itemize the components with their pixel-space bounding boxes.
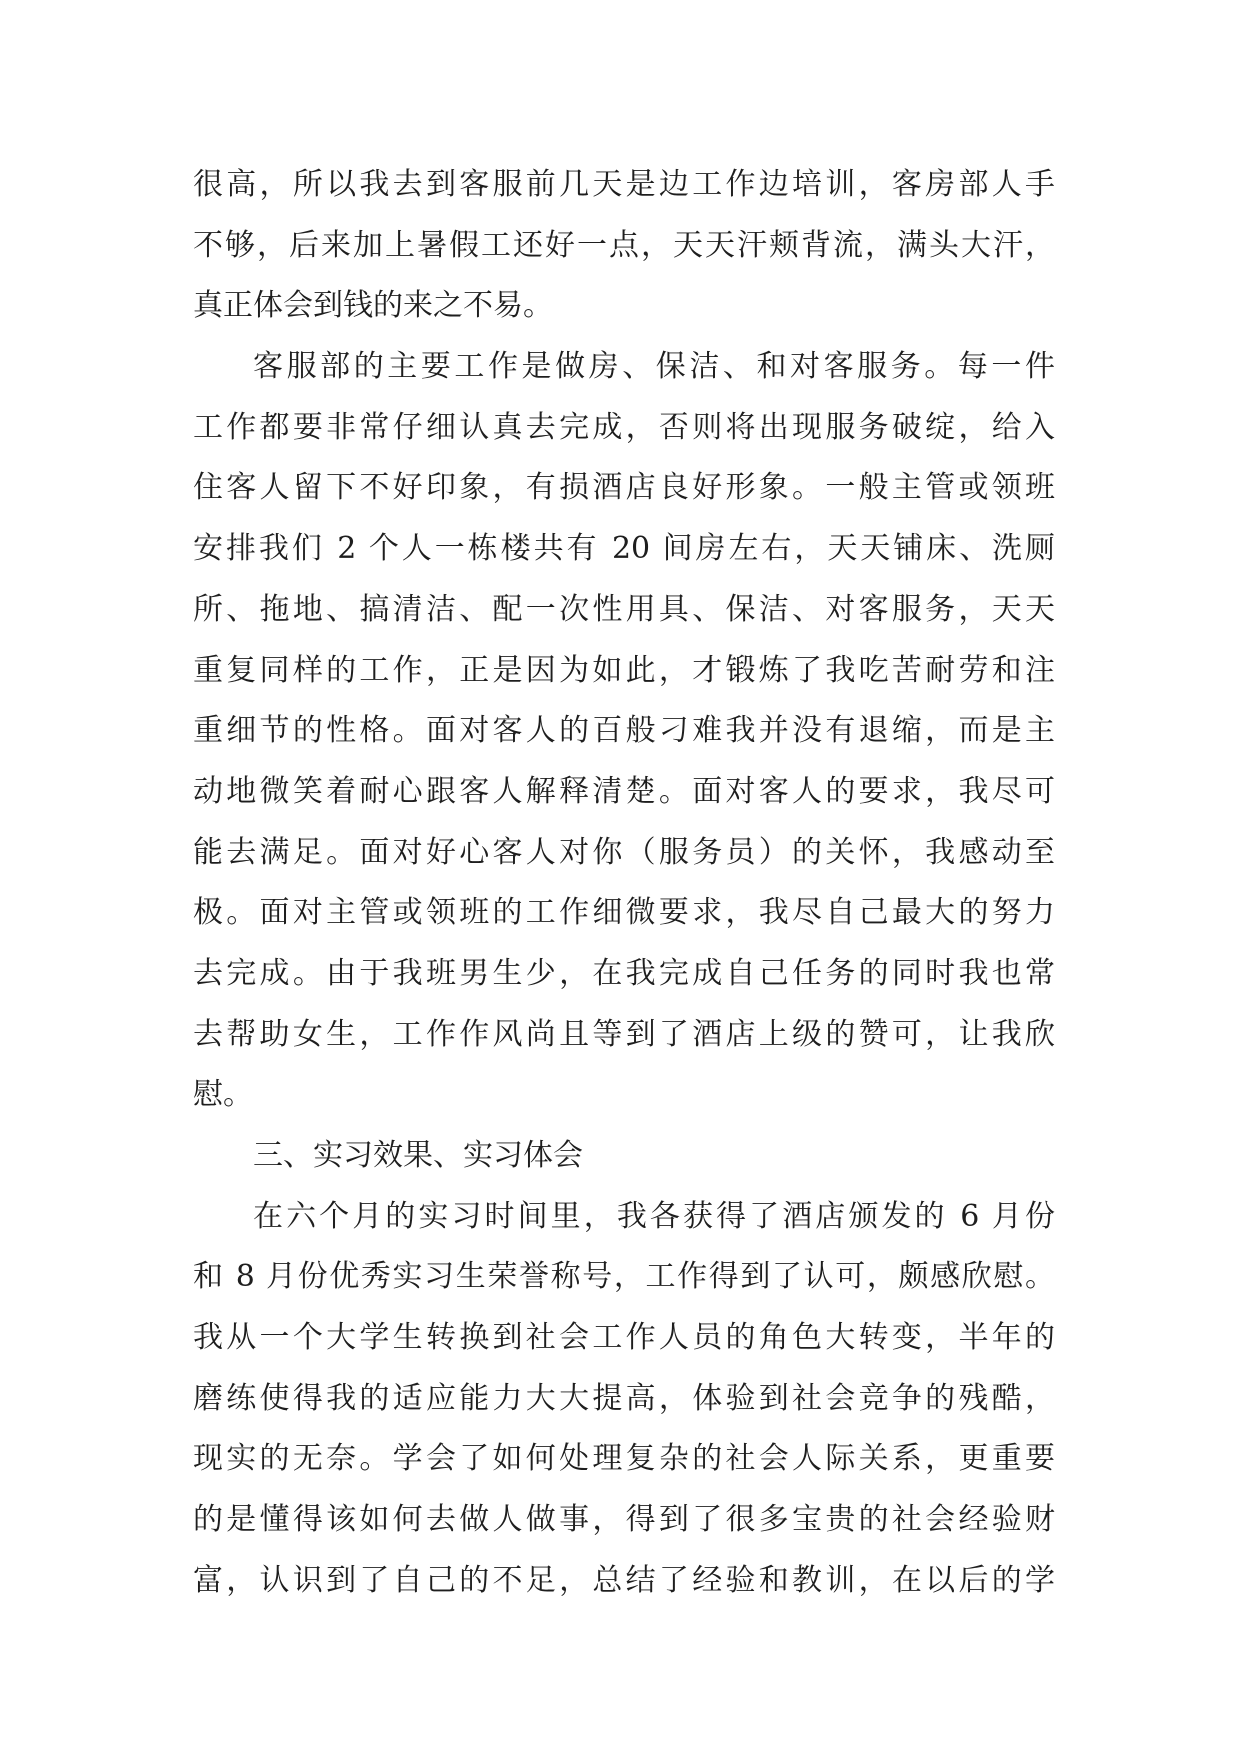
- text-line: 在六个月的实习时间里，我各获得了酒店颁发的 6 月份: [253, 1198, 1055, 1234]
- text-line: 所、拖地、搞清洁、配一次性用具、保洁、对客服务，天天: [193, 591, 1055, 627]
- text-line: 的是懂得该如何去做人做事，得到了很多宝贵的社会经验财: [193, 1502, 1055, 1538]
- text-line: 重细节的性格。面对客人的百般刁难我并没有退缩，而是主: [193, 713, 1055, 749]
- text-line: 极。面对主管或领班的工作细微要求，我尽自己最大的努力: [193, 895, 1055, 931]
- text-line: 安排我们 2 个人一栋楼共有 20 间房左右，天天铺床、洗厕: [193, 531, 1055, 567]
- body-text: [193, 155, 1055, 1612]
- text-line: 客服部的主要工作是做房、保洁、和对客服务。每一件: [253, 349, 1055, 385]
- text-line: 现实的无奈。学会了如何处理复杂的社会人际关系，更重要: [193, 1441, 1055, 1477]
- text-line: 工作都要非常仔细认真去完成，否则将出现服务破绽，给入: [193, 409, 1055, 445]
- section-heading: 三、实习效果、实习体会: [253, 1138, 583, 1173]
- text-line: 去完成。由于我班男生少，在我完成自己任务的同时我也常: [193, 955, 1055, 991]
- text-line: 慰。: [193, 1077, 253, 1113]
- text-line: 磨练使得我的适应能力大大提高，体验到社会竞争的残酷，: [193, 1380, 1055, 1416]
- text-line: 能去满足。面对好心客人对你（服务员）的关怀，我感动至: [193, 834, 1055, 870]
- text-line: 和 8 月份优秀实习生荣誉称号，工作得到了认可，颇感欣慰。: [193, 1259, 1055, 1295]
- text-line: 住客人留下不好印象，有损酒店良好形象。一般主管或领班: [193, 470, 1055, 506]
- text-line: 我从一个大学生转换到社会工作人员的角色大转变，半年的: [193, 1320, 1055, 1356]
- text-line: 去帮助女生，工作作风尚且等到了酒店上级的赞可，让我欣: [193, 1016, 1055, 1052]
- text-line: 富，认识到了自己的不足，总结了经验和教训，在以后的学: [193, 1562, 1055, 1598]
- text-line: 很高，所以我去到客服前几天是边工作边培训，客房部人手: [193, 167, 1055, 202]
- text-line: 动地微笑着耐心跟客人解释清楚。面对客人的要求，我尽可: [193, 773, 1055, 809]
- text-line: 真正体会到钱的来之不易。: [193, 288, 553, 324]
- text-line: 重复同样的工作，正是因为如此，才锻炼了我吃苦耐劳和注: [193, 652, 1055, 688]
- text-line: 不够，后来加上暑假工还好一点，天天汗颊背流，满头大汗，: [193, 227, 1055, 263]
